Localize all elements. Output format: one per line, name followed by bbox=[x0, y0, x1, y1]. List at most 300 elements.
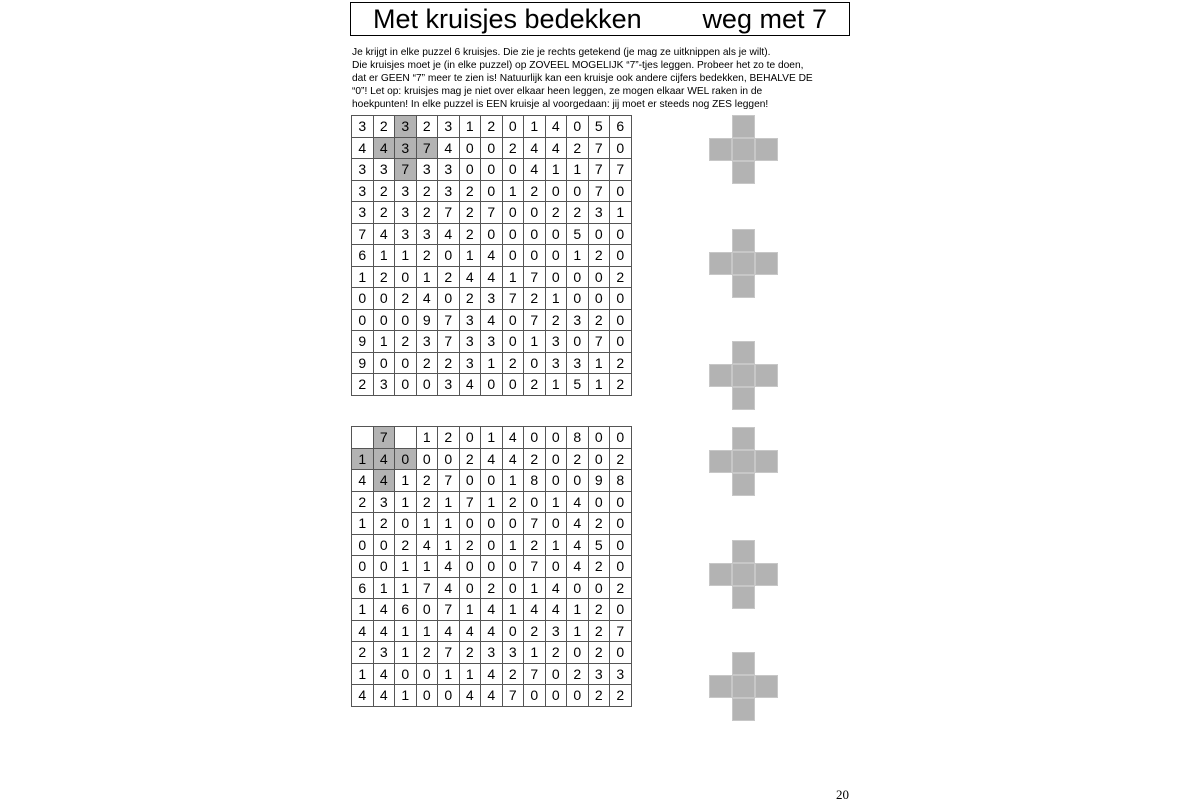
grid-cell[interactable]: 0 bbox=[524, 223, 546, 245]
grid-cell[interactable]: 3 bbox=[352, 202, 374, 224]
grid-cell[interactable]: 2 bbox=[588, 556, 610, 578]
grid-cell[interactable]: 0 bbox=[545, 663, 567, 685]
grid-cell[interactable]: 2 bbox=[610, 374, 632, 396]
grid-cell[interactable]: 3 bbox=[395, 202, 417, 224]
grid-cell[interactable]: 0 bbox=[567, 288, 589, 310]
grid-cell[interactable]: 9 bbox=[588, 470, 610, 492]
grid-cell[interactable]: 0 bbox=[395, 352, 417, 374]
grid-cell[interactable]: 3 bbox=[481, 331, 503, 353]
grid-cell[interactable]: 4 bbox=[459, 374, 481, 396]
grid-cell[interactable]: 2 bbox=[524, 374, 546, 396]
grid-cell[interactable]: 4 bbox=[481, 266, 503, 288]
grid-cell[interactable]: 4 bbox=[481, 620, 503, 642]
grid-cell[interactable]: 0 bbox=[481, 374, 503, 396]
grid-cell[interactable]: 2 bbox=[352, 374, 374, 396]
grid-cell[interactable]: 2 bbox=[459, 534, 481, 556]
grid-cell[interactable]: 7 bbox=[395, 159, 417, 181]
grid-cell[interactable]: 3 bbox=[373, 491, 395, 513]
grid-cell[interactable]: 0 bbox=[395, 663, 417, 685]
grid-cell[interactable]: 1 bbox=[567, 159, 589, 181]
grid-cell[interactable]: 4 bbox=[373, 663, 395, 685]
grid-cell[interactable]: 7 bbox=[588, 331, 610, 353]
grid-cell[interactable]: 3 bbox=[438, 116, 460, 138]
grid-cell[interactable]: 0 bbox=[545, 245, 567, 267]
grid-cell[interactable]: 1 bbox=[545, 534, 567, 556]
grid-cell[interactable]: 1 bbox=[395, 470, 417, 492]
grid-cell[interactable]: 1 bbox=[395, 245, 417, 267]
grid-cell[interactable]: 8 bbox=[610, 470, 632, 492]
grid-cell[interactable]: 0 bbox=[438, 245, 460, 267]
grid-cell[interactable]: 7 bbox=[524, 266, 546, 288]
grid-cell[interactable]: 2 bbox=[459, 202, 481, 224]
grid-cell[interactable]: 0 bbox=[610, 556, 632, 578]
grid-cell[interactable]: 4 bbox=[524, 599, 546, 621]
cross-piece[interactable] bbox=[709, 540, 778, 609]
grid-cell[interactable]: 1 bbox=[524, 642, 546, 664]
grid-cell[interactable]: 3 bbox=[352, 116, 374, 138]
grid-cell[interactable]: 2 bbox=[524, 620, 546, 642]
grid-cell[interactable]: 3 bbox=[438, 159, 460, 181]
grid-cell[interactable]: 7 bbox=[610, 620, 632, 642]
grid-cell[interactable]: 0 bbox=[481, 513, 503, 535]
grid-cell[interactable]: 1 bbox=[502, 470, 524, 492]
grid-cell[interactable]: 2 bbox=[567, 663, 589, 685]
grid-cell[interactable]: 0 bbox=[502, 556, 524, 578]
grid-cell[interactable]: 0 bbox=[502, 513, 524, 535]
grid-cell[interactable]: 7 bbox=[588, 180, 610, 202]
grid-cell[interactable]: 2 bbox=[567, 137, 589, 159]
grid-cell[interactable]: 1 bbox=[502, 266, 524, 288]
grid-cell[interactable]: 0 bbox=[610, 288, 632, 310]
grid-cell[interactable]: 0 bbox=[373, 556, 395, 578]
grid-cell[interactable]: 0 bbox=[588, 427, 610, 449]
grid-cell[interactable]: 2 bbox=[416, 245, 438, 267]
grid-cell[interactable]: 1 bbox=[416, 427, 438, 449]
grid-cell[interactable]: 4 bbox=[567, 491, 589, 513]
grid-cell[interactable]: 3 bbox=[567, 309, 589, 331]
grid-cell[interactable]: 0 bbox=[524, 352, 546, 374]
grid-cell[interactable]: 1 bbox=[545, 288, 567, 310]
grid-cell[interactable]: 2 bbox=[588, 642, 610, 664]
grid-cell[interactable]: 4 bbox=[502, 427, 524, 449]
grid-cell[interactable]: 0 bbox=[588, 577, 610, 599]
grid-cell[interactable]: 2 bbox=[438, 352, 460, 374]
grid-cell[interactable]: 0 bbox=[459, 137, 481, 159]
grid-cell[interactable]: 4 bbox=[352, 137, 374, 159]
grid-cell[interactable]: 0 bbox=[395, 513, 417, 535]
grid-cell[interactable]: 3 bbox=[545, 620, 567, 642]
grid-cell[interactable]: 0 bbox=[588, 288, 610, 310]
grid-cell[interactable]: 2 bbox=[502, 663, 524, 685]
grid-cell[interactable]: 3 bbox=[588, 663, 610, 685]
grid-cell[interactable]: 7 bbox=[438, 202, 460, 224]
grid-cell[interactable]: 2 bbox=[502, 491, 524, 513]
grid-cell[interactable]: 0 bbox=[567, 642, 589, 664]
grid-cell[interactable]: 3 bbox=[352, 159, 374, 181]
grid-cell[interactable]: 0 bbox=[395, 266, 417, 288]
grid-cell[interactable]: 3 bbox=[459, 352, 481, 374]
grid-cell[interactable]: 1 bbox=[502, 180, 524, 202]
grid-cell[interactable]: 2 bbox=[502, 137, 524, 159]
grid-cell[interactable]: 3 bbox=[502, 642, 524, 664]
grid-cell[interactable] bbox=[395, 427, 417, 449]
grid-cell[interactable]: 1 bbox=[524, 577, 546, 599]
grid-cell[interactable]: 0 bbox=[545, 685, 567, 707]
grid-cell[interactable]: 4 bbox=[373, 137, 395, 159]
grid-cell[interactable]: 3 bbox=[459, 309, 481, 331]
grid-cell[interactable]: 2 bbox=[395, 288, 417, 310]
grid-cell[interactable]: 1 bbox=[395, 642, 417, 664]
grid-cell[interactable]: 0 bbox=[545, 448, 567, 470]
grid-cell[interactable]: 0 bbox=[438, 288, 460, 310]
grid-cell[interactable]: 0 bbox=[610, 137, 632, 159]
grid-cell[interactable]: 7 bbox=[459, 491, 481, 513]
grid-cell[interactable]: 2 bbox=[416, 180, 438, 202]
grid-cell[interactable]: 3 bbox=[567, 352, 589, 374]
grid-cell[interactable]: 0 bbox=[373, 534, 395, 556]
grid-cell[interactable]: 4 bbox=[459, 266, 481, 288]
grid-cell[interactable]: 6 bbox=[352, 245, 374, 267]
grid-cell[interactable]: 0 bbox=[502, 159, 524, 181]
grid-cell[interactable]: 0 bbox=[610, 223, 632, 245]
grid-cell[interactable]: 3 bbox=[481, 288, 503, 310]
grid-cell[interactable]: 0 bbox=[588, 491, 610, 513]
grid-cell[interactable]: 0 bbox=[481, 159, 503, 181]
grid-cell[interactable]: 0 bbox=[588, 223, 610, 245]
grid-cell[interactable]: 2 bbox=[524, 288, 546, 310]
grid-cell[interactable]: 2 bbox=[588, 245, 610, 267]
grid-cell[interactable]: 0 bbox=[481, 180, 503, 202]
grid-cell[interactable]: 4 bbox=[545, 137, 567, 159]
grid-cell[interactable]: 0 bbox=[438, 685, 460, 707]
grid-cell[interactable]: 0 bbox=[352, 534, 374, 556]
grid-cell[interactable]: 0 bbox=[373, 309, 395, 331]
grid-cell[interactable]: 0 bbox=[459, 427, 481, 449]
grid-cell[interactable]: 0 bbox=[416, 448, 438, 470]
grid-cell[interactable]: 2 bbox=[524, 448, 546, 470]
grid-cell[interactable]: 0 bbox=[459, 556, 481, 578]
grid-cell[interactable]: 0 bbox=[395, 374, 417, 396]
grid-cell[interactable]: 2 bbox=[373, 116, 395, 138]
grid-cell[interactable]: 1 bbox=[438, 534, 460, 556]
grid-cell[interactable]: 3 bbox=[588, 202, 610, 224]
grid-cell[interactable]: 1 bbox=[373, 331, 395, 353]
grid-cell[interactable]: 0 bbox=[481, 223, 503, 245]
grid-cell[interactable]: 0 bbox=[567, 266, 589, 288]
grid-cell[interactable]: 0 bbox=[481, 470, 503, 492]
grid-cell[interactable]: 0 bbox=[545, 427, 567, 449]
grid-cell[interactable]: 3 bbox=[395, 180, 417, 202]
grid-cell[interactable]: 1 bbox=[545, 159, 567, 181]
grid-cell[interactable]: 0 bbox=[502, 116, 524, 138]
grid-cell[interactable]: 0 bbox=[610, 309, 632, 331]
grid-cell[interactable]: 2 bbox=[610, 448, 632, 470]
grid-cell[interactable]: 3 bbox=[373, 159, 395, 181]
grid-cell[interactable]: 8 bbox=[524, 470, 546, 492]
grid-cell[interactable]: 2 bbox=[481, 116, 503, 138]
grid-cell[interactable]: 0 bbox=[567, 470, 589, 492]
grid-cell[interactable]: 2 bbox=[588, 309, 610, 331]
grid-cell[interactable]: 0 bbox=[373, 352, 395, 374]
grid-cell[interactable]: 2 bbox=[524, 534, 546, 556]
grid-cell[interactable]: 2 bbox=[459, 288, 481, 310]
grid-cell[interactable]: 7 bbox=[438, 309, 460, 331]
grid-cell[interactable]: 0 bbox=[610, 245, 632, 267]
grid-cell[interactable]: 1 bbox=[395, 556, 417, 578]
grid-cell[interactable]: 0 bbox=[524, 202, 546, 224]
grid-cell[interactable]: 4 bbox=[373, 685, 395, 707]
grid-cell[interactable]: 0 bbox=[438, 448, 460, 470]
grid-cell[interactable]: 4 bbox=[352, 470, 374, 492]
grid-cell[interactable]: 2 bbox=[459, 448, 481, 470]
grid-cell[interactable]: 2 bbox=[459, 223, 481, 245]
grid-cell[interactable]: 4 bbox=[481, 245, 503, 267]
grid-cell[interactable]: 4 bbox=[373, 470, 395, 492]
grid-cell[interactable]: 1 bbox=[545, 374, 567, 396]
grid-cell[interactable]: 4 bbox=[416, 534, 438, 556]
grid-cell[interactable]: 0 bbox=[567, 331, 589, 353]
grid-cell[interactable]: 2 bbox=[567, 202, 589, 224]
grid-cell[interactable]: 0 bbox=[395, 448, 417, 470]
grid-cell[interactable]: 1 bbox=[545, 491, 567, 513]
grid-cell[interactable]: 4 bbox=[438, 556, 460, 578]
grid-cell[interactable]: 2 bbox=[373, 202, 395, 224]
grid-cell[interactable]: 1 bbox=[567, 245, 589, 267]
grid-cell[interactable]: 0 bbox=[352, 309, 374, 331]
grid-cell[interactable]: 4 bbox=[567, 513, 589, 535]
grid-cell[interactable]: 0 bbox=[502, 202, 524, 224]
grid-cell[interactable]: 4 bbox=[481, 685, 503, 707]
grid-cell[interactable]: 2 bbox=[545, 309, 567, 331]
grid-cell[interactable]: 2 bbox=[545, 202, 567, 224]
grid-cell[interactable]: 4 bbox=[524, 159, 546, 181]
grid-cell[interactable]: 0 bbox=[567, 116, 589, 138]
grid-cell[interactable]: 0 bbox=[352, 288, 374, 310]
grid-cell[interactable]: 1 bbox=[352, 266, 374, 288]
grid-cell[interactable]: 0 bbox=[395, 309, 417, 331]
grid-cell[interactable]: 4 bbox=[352, 620, 374, 642]
grid-cell[interactable]: 1 bbox=[352, 599, 374, 621]
grid-cell[interactable]: 4 bbox=[352, 685, 374, 707]
grid-cell[interactable]: 1 bbox=[395, 685, 417, 707]
grid-cell[interactable]: 1 bbox=[524, 331, 546, 353]
grid-cell[interactable]: 3 bbox=[395, 137, 417, 159]
grid-cell[interactable]: 0 bbox=[459, 513, 481, 535]
grid-cell[interactable]: 3 bbox=[438, 180, 460, 202]
grid-cell[interactable]: 0 bbox=[524, 427, 546, 449]
grid-cell[interactable]: 0 bbox=[502, 223, 524, 245]
grid-cell[interactable]: 3 bbox=[545, 352, 567, 374]
cross-piece[interactable] bbox=[709, 341, 778, 410]
grid-cell[interactable]: 6 bbox=[352, 577, 374, 599]
grid-cell[interactable]: 5 bbox=[588, 116, 610, 138]
grid-cell[interactable]: 1 bbox=[524, 116, 546, 138]
grid-cell[interactable]: 0 bbox=[459, 470, 481, 492]
grid-cell[interactable]: 0 bbox=[545, 266, 567, 288]
grid-cell[interactable]: 6 bbox=[610, 116, 632, 138]
grid-cell[interactable]: 9 bbox=[416, 309, 438, 331]
grid-cell[interactable]: 0 bbox=[481, 534, 503, 556]
grid-cell[interactable]: 2 bbox=[588, 599, 610, 621]
grid-cell[interactable]: 1 bbox=[459, 116, 481, 138]
grid-cell[interactable]: 4 bbox=[459, 685, 481, 707]
grid-cell[interactable]: 1 bbox=[459, 599, 481, 621]
grid-cell[interactable]: 2 bbox=[588, 685, 610, 707]
grid-cell[interactable]: 1 bbox=[416, 513, 438, 535]
grid-cell[interactable]: 2 bbox=[588, 620, 610, 642]
grid-cell[interactable]: 4 bbox=[481, 309, 503, 331]
grid-cell[interactable]: 1 bbox=[481, 491, 503, 513]
grid-cell[interactable]: 1 bbox=[352, 663, 374, 685]
grid-cell[interactable]: 9 bbox=[352, 331, 374, 353]
grid-cell[interactable]: 1 bbox=[395, 620, 417, 642]
grid-cell[interactable]: 1 bbox=[588, 352, 610, 374]
grid-cell[interactable]: 1 bbox=[567, 599, 589, 621]
grid-cell[interactable]: 5 bbox=[567, 374, 589, 396]
grid-cell[interactable]: 2 bbox=[416, 202, 438, 224]
grid-cell[interactable]: 7 bbox=[438, 470, 460, 492]
grid-cell[interactable]: 2 bbox=[610, 352, 632, 374]
grid-cell[interactable]: 3 bbox=[459, 331, 481, 353]
grid-cell[interactable]: 4 bbox=[438, 620, 460, 642]
grid-cell[interactable]: 1 bbox=[459, 245, 481, 267]
grid-cell[interactable]: 0 bbox=[352, 556, 374, 578]
grid-cell[interactable]: 4 bbox=[545, 599, 567, 621]
grid-cell[interactable]: 0 bbox=[524, 491, 546, 513]
grid-cell[interactable]: 0 bbox=[545, 180, 567, 202]
grid-cell[interactable]: 0 bbox=[610, 427, 632, 449]
grid-cell[interactable]: 2 bbox=[610, 577, 632, 599]
grid-cell[interactable]: 0 bbox=[610, 599, 632, 621]
grid-cell[interactable]: 7 bbox=[502, 288, 524, 310]
grid-cell[interactable]: 6 bbox=[395, 599, 417, 621]
grid-cell[interactable]: 0 bbox=[524, 685, 546, 707]
cross-piece[interactable] bbox=[709, 652, 778, 721]
grid-cell[interactable]: 0 bbox=[545, 556, 567, 578]
grid-cell[interactable]: 2 bbox=[416, 642, 438, 664]
grid-cell[interactable]: 7 bbox=[481, 202, 503, 224]
grid-cell[interactable]: 4 bbox=[438, 577, 460, 599]
cross-piece[interactable] bbox=[709, 229, 778, 298]
grid-cell[interactable]: 0 bbox=[545, 223, 567, 245]
grid-cell[interactable]: 3 bbox=[373, 642, 395, 664]
grid-cell[interactable]: 4 bbox=[481, 663, 503, 685]
grid-cell[interactable]: 1 bbox=[416, 620, 438, 642]
grid-cell[interactable]: 2 bbox=[481, 577, 503, 599]
grid-cell[interactable]: 0 bbox=[459, 577, 481, 599]
grid-cell[interactable]: 1 bbox=[395, 491, 417, 513]
grid-cell[interactable]: 4 bbox=[416, 288, 438, 310]
grid-cell[interactable]: 7 bbox=[352, 223, 374, 245]
grid-cell[interactable]: 0 bbox=[567, 180, 589, 202]
grid-cell[interactable]: 0 bbox=[502, 620, 524, 642]
grid-cell[interactable]: 3 bbox=[545, 331, 567, 353]
grid-cell[interactable]: 1 bbox=[567, 620, 589, 642]
grid-cell[interactable]: 3 bbox=[416, 159, 438, 181]
grid-cell[interactable]: 5 bbox=[567, 223, 589, 245]
grid-cell[interactable]: 1 bbox=[502, 599, 524, 621]
grid-cell[interactable]: 2 bbox=[373, 513, 395, 535]
cross-piece[interactable] bbox=[709, 427, 778, 496]
grid-cell[interactable]: 2 bbox=[416, 491, 438, 513]
grid-cell[interactable]: 2 bbox=[567, 448, 589, 470]
grid-cell[interactable]: 1 bbox=[416, 266, 438, 288]
grid-cell[interactable]: 1 bbox=[352, 448, 374, 470]
grid-cell[interactable]: 0 bbox=[610, 534, 632, 556]
grid-cell[interactable]: 4 bbox=[567, 534, 589, 556]
grid-cell[interactable]: 2 bbox=[438, 427, 460, 449]
grid-cell[interactable]: 0 bbox=[416, 374, 438, 396]
grid-cell[interactable]: 1 bbox=[481, 427, 503, 449]
grid-cell[interactable]: 7 bbox=[502, 685, 524, 707]
grid-cell[interactable]: 1 bbox=[438, 513, 460, 535]
grid-cell[interactable]: 7 bbox=[524, 556, 546, 578]
grid-cell[interactable]: 1 bbox=[373, 577, 395, 599]
grid-cell[interactable]: 0 bbox=[502, 309, 524, 331]
grid-cell[interactable]: 2 bbox=[395, 331, 417, 353]
grid-cell[interactable]: 4 bbox=[481, 599, 503, 621]
grid-cell[interactable]: 3 bbox=[352, 180, 374, 202]
grid-cell[interactable]: 0 bbox=[524, 245, 546, 267]
grid-cell[interactable]: 4 bbox=[524, 137, 546, 159]
grid-cell[interactable]: 1 bbox=[416, 556, 438, 578]
cross-piece[interactable] bbox=[709, 115, 778, 184]
grid-cell[interactable]: 0 bbox=[567, 685, 589, 707]
grid-cell[interactable]: 0 bbox=[481, 137, 503, 159]
grid-cell[interactable]: 0 bbox=[416, 663, 438, 685]
grid-cell[interactable]: 3 bbox=[610, 663, 632, 685]
grid-cell[interactable]: 4 bbox=[438, 137, 460, 159]
grid-cell[interactable]: 5 bbox=[588, 534, 610, 556]
grid-cell[interactable]: 7 bbox=[588, 137, 610, 159]
grid-cell[interactable]: 2 bbox=[524, 180, 546, 202]
grid-cell[interactable]: 2 bbox=[438, 266, 460, 288]
grid-cell[interactable]: 0 bbox=[545, 470, 567, 492]
grid-cell[interactable]: 4 bbox=[373, 223, 395, 245]
grid-cell[interactable]: 1 bbox=[459, 663, 481, 685]
grid-cell[interactable]: 1 bbox=[438, 663, 460, 685]
grid-cell[interactable]: 1 bbox=[610, 202, 632, 224]
grid-cell[interactable]: 8 bbox=[567, 427, 589, 449]
grid-cell[interactable]: 3 bbox=[373, 374, 395, 396]
grid-cell[interactable]: 0 bbox=[567, 577, 589, 599]
grid-cell[interactable]: 0 bbox=[502, 331, 524, 353]
grid-cell[interactable]: 0 bbox=[373, 288, 395, 310]
grid-cell[interactable]: 2 bbox=[545, 642, 567, 664]
grid-cell[interactable]: 7 bbox=[524, 513, 546, 535]
grid-cell[interactable]: 1 bbox=[502, 534, 524, 556]
grid-cell[interactable]: 0 bbox=[610, 642, 632, 664]
grid-cell[interactable]: 3 bbox=[395, 116, 417, 138]
grid-cell[interactable]: 9 bbox=[352, 352, 374, 374]
grid-cell[interactable]: 0 bbox=[545, 513, 567, 535]
grid-cell[interactable]: 1 bbox=[481, 352, 503, 374]
grid-cell[interactable]: 2 bbox=[459, 180, 481, 202]
grid-cell[interactable]: 7 bbox=[416, 137, 438, 159]
grid-cell[interactable]: 7 bbox=[524, 663, 546, 685]
grid-cell[interactable]: 3 bbox=[481, 642, 503, 664]
grid-cell[interactable]: 3 bbox=[416, 331, 438, 353]
grid-cell[interactable]: 2 bbox=[373, 180, 395, 202]
grid-cell[interactable]: 4 bbox=[502, 448, 524, 470]
grid-cell[interactable]: 2 bbox=[352, 642, 374, 664]
grid-cell[interactable]: 3 bbox=[438, 374, 460, 396]
grid-cell[interactable]: 0 bbox=[416, 685, 438, 707]
grid-cell[interactable]: 7 bbox=[524, 309, 546, 331]
grid-cell[interactable]: 0 bbox=[416, 599, 438, 621]
grid-cell[interactable]: 0 bbox=[610, 491, 632, 513]
grid-cell[interactable]: 1 bbox=[395, 577, 417, 599]
